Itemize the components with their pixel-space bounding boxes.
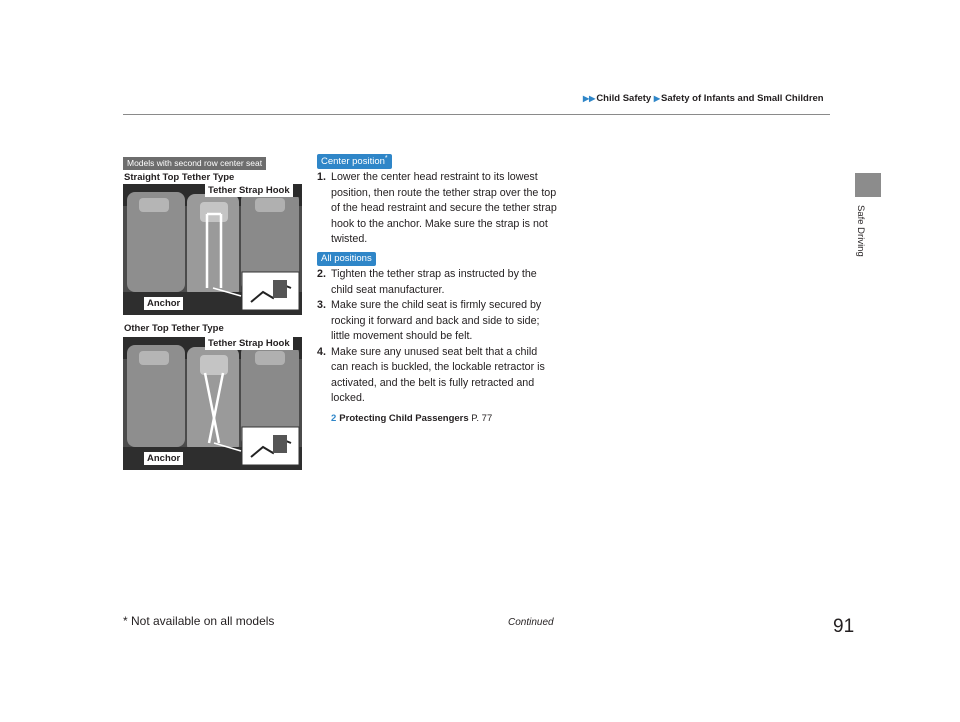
anchor-label: Anchor — [144, 452, 183, 465]
step-list-part-2 — [317, 267, 557, 426]
all-positions-tag: All positions — [317, 252, 376, 266]
step-item — [317, 170, 557, 248]
straight-tether-photo — [123, 184, 302, 315]
cross-reference-icon: 2 — [331, 412, 337, 424]
cross-reference-link[interactable] — [331, 411, 557, 427]
step-text: Tighten the tether strap as instructed by the child seat manufacturer. — [331, 268, 537, 296]
figure-2-caption: Other Top Tether Type — [124, 323, 224, 334]
center-position-label: Center position — [321, 156, 385, 168]
tether-strap-hook-label: Tether Strap Hook — [205, 184, 293, 197]
section-tab-label: Safe Driving — [855, 205, 866, 257]
figure-1-caption: Straight Top Tether Type — [124, 172, 235, 183]
continued-label: Continued — [508, 617, 554, 628]
step-number: 4. — [317, 345, 326, 358]
breadcrumb-arrow-icon: ▶▶ — [583, 94, 596, 103]
breadcrumb-arrow-icon: ▶ — [653, 94, 661, 103]
step-text: Make sure the child seat is firmly secured by rocking it forward and back and side to side; little movement should be felt. — [331, 299, 542, 342]
breadcrumb — [583, 93, 824, 104]
straight-tether-illustration — [123, 184, 302, 315]
step-text: Lower the center head restraint to its lowest position, then route the tether strap over the top of the head restraint and secure the tether strap hook to the anchor. Make sure the strap is not twisted. — [331, 171, 557, 245]
step-text: Make sure any unused seat belt that a child can reach is buckled, the lockable retractor is activated, and the belt is fully retracted and locked. — [331, 345, 545, 404]
availability-asterisk: * — [384, 155, 388, 162]
step-item — [317, 267, 557, 298]
footnote: * Not available on all models — [123, 614, 275, 628]
step-number: 3. — [317, 299, 326, 311]
step-list-part-1 — [317, 170, 557, 248]
breadcrumb-item-child-safety[interactable]: Child Safety — [596, 93, 652, 104]
other-tether-illustration — [123, 337, 302, 470]
step-item — [317, 345, 557, 407]
step-item — [317, 298, 557, 345]
step-number: 1. — [317, 171, 326, 183]
model-availability-tag: Models with second row center seat — [123, 157, 266, 170]
step-number: 2. — [317, 268, 326, 280]
cross-reference-title: Protecting Child Passengers — [339, 412, 469, 424]
breadcrumb-item-current: Safety of Infants and Small Children — [661, 93, 824, 104]
tether-strap-hook-label: Tether Strap Hook — [205, 337, 293, 350]
section-tab-marker — [855, 173, 881, 197]
other-tether-photo — [123, 337, 302, 470]
cross-reference-page: P. 77 — [471, 412, 493, 424]
page-number: 91 — [833, 616, 855, 637]
center-position-tag — [317, 154, 392, 169]
header-divider — [123, 114, 830, 115]
anchor-label: Anchor — [144, 297, 183, 310]
